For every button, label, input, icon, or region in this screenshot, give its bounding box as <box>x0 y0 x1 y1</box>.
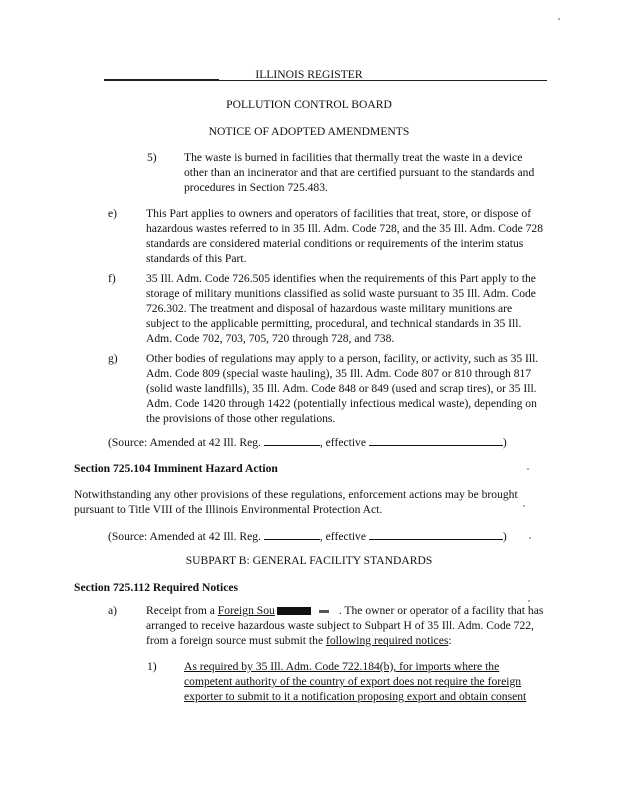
scan-speck <box>558 18 560 20</box>
item-a-sou: Sou <box>253 604 275 617</box>
section-104-text: Notwithstanding any other provisions of these regulations, enforcement actions may be brought pursuant to Title VIII of the Illinois Environmental Protection Act. <box>74 488 518 516</box>
source-prefix-2: (Source: Amended at 42 Ill. Reg. <box>108 530 261 543</box>
reg-blank <box>264 434 320 446</box>
notice-title: NOTICE OF ADOPTED AMENDMENTS <box>208 125 410 138</box>
item-a-following: following required notices <box>326 634 449 647</box>
redaction-mark <box>277 607 311 615</box>
scan-speck <box>523 505 525 507</box>
item-f-label: f) <box>108 272 116 285</box>
section-112-heading: Section 725.112 Required Notices <box>74 581 239 594</box>
scan-speck <box>527 468 529 470</box>
item-a-foreign: Foreign <box>217 604 254 617</box>
source-effective-2: , effective <box>319 530 366 543</box>
item-1-text: As required by 35 Ill. Adm. Code 722.184(b), for imports where the competent authority of the country of export does not require the foreign exporter to submit to it a notification proposing export and obtain consent <box>184 660 527 703</box>
board-title: POLLUTION CONTROL BOARD <box>226 98 392 111</box>
source-close: ) <box>502 436 507 449</box>
item-1-label: 1) <box>147 660 157 673</box>
item-5-label: 5) <box>147 151 157 164</box>
reg-blank-2 <box>264 528 320 540</box>
item-a-text <box>146 603 548 648</box>
item-a-rest: . The owner or operator of a facility that has arranged to receive hazardous waste subject to Subpart H of 35 Ill. Adm. Code 722, from a foreign source must submit the <box>146 604 544 647</box>
item-a-label: a) <box>108 604 118 617</box>
source-effective: , effective <box>319 436 366 449</box>
effective-blank <box>369 434 503 446</box>
scan-speck <box>528 600 530 602</box>
effective-blank-2 <box>369 528 503 540</box>
source-note-2 <box>108 528 548 544</box>
item-5-text: The waste is burned in facilities that thermally treat the waste in a device other than an incinerator and that are certified pursuant to the standards and procedures in Section 725.483. <box>184 151 535 194</box>
source-note <box>108 434 548 450</box>
item-a-lead: Receipt from a <box>146 604 218 617</box>
scan-speck <box>529 537 531 539</box>
register-title: ILLINOIS REGISTER <box>255 68 363 81</box>
source-prefix: (Source: Amended at 42 Ill. Reg. <box>108 436 261 449</box>
section-104-heading: Section 725.104 Imminent Hazard Action <box>74 462 278 475</box>
smudge-mark <box>319 610 329 613</box>
item-f-text: 35 Ill. Adm. Code 726.505 identifies when the requirements of this Part apply to the storage of military munitions classified as solid waste pursuant to 35 Ill. Adm. Code 726.302. The treatment and disposal of hazardous waste military munitions are subject to the applicable permitting, procedural, and technical standards in 35 Ill. Adm. Code 702, 703, 705, 720 through 728, and 738. <box>146 272 536 345</box>
item-a-colon: : <box>448 634 452 647</box>
item-g-label: g) <box>108 352 118 365</box>
subpart-b-title: SUBPART B: GENERAL FACILITY STANDARDS <box>185 554 433 567</box>
item-e-text: This Part applies to owners and operators of facilities that treat, store, or dispose of hazardous wastes referred to in 35 Ill. Adm. Code 728, and the 35 Ill. Adm. Code 728 standards are considered material conditions or requirements of the interim status standards of this Part. <box>146 207 544 265</box>
item-g-text: Other bodies of regulations may apply to a person, facility, or activity, such as 35 Ill. Adm. Code 809 (special waste hauling), 35 Ill. Adm. Code 807 or 810 through 817 (solid waste landfills), 35 Ill. Adm. Code 848 or 849 (used and scrap tires), or 35 Ill. Adm. Code 1420 through 1422 (potentially infectious medical waste), depending on the provisions of those other regulations. <box>146 352 539 425</box>
item-e-label: e) <box>108 207 118 220</box>
source-close-2: ) <box>502 530 507 543</box>
